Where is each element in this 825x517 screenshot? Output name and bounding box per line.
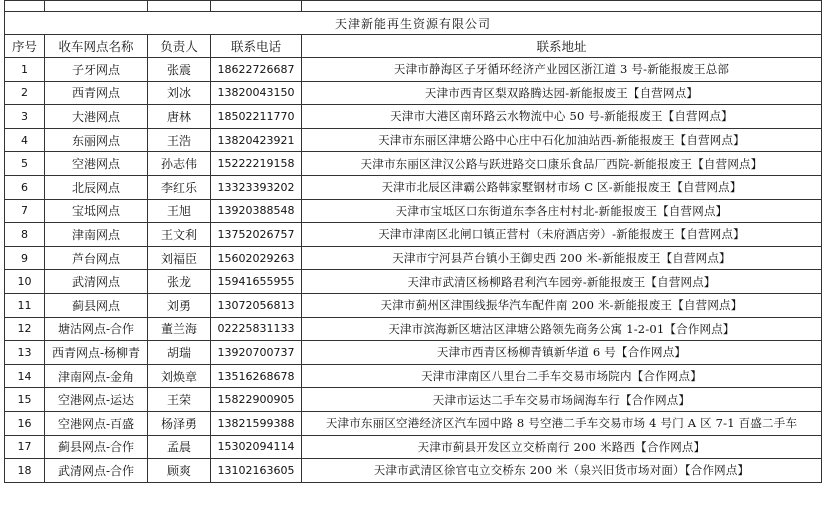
station-name: 塘沽网点-合作: [45, 317, 148, 341]
station-name: 芦台网点: [45, 246, 148, 270]
table-row: [5, 411, 822, 435]
row-number: 15: [5, 388, 45, 412]
row-number: 7: [5, 199, 45, 223]
table-row: [5, 105, 822, 129]
row-number: 9: [5, 246, 45, 270]
row-number: 2: [5, 81, 45, 105]
row-number: 6: [5, 175, 45, 199]
row-number: 17: [5, 435, 45, 459]
table-row: [5, 364, 822, 388]
header-address: 联系地址: [302, 35, 822, 58]
strip-cell: [5, 1, 45, 12]
contact-address: 天津市蓟州区津围线振华汽车配件南 200 米-新能报废王【自营网点】: [302, 293, 822, 317]
contact-address: 天津市运达二手车交易市场阔海车行【合作网点】: [302, 388, 822, 412]
row-number: 14: [5, 364, 45, 388]
top-strip-row: [5, 1, 822, 12]
station-name: 蓟县网点: [45, 293, 148, 317]
contact-address: 天津市武清区杨柳路君利汽车园旁-新能报废王【自营网点】: [302, 270, 822, 294]
contact-phone: 13516268678: [211, 364, 302, 388]
row-number: 13: [5, 341, 45, 365]
station-name: 武清网点: [45, 270, 148, 294]
station-name: 津南网点: [45, 223, 148, 247]
contact-address: 天津市宝坻区口东街道东李各庄村村北-新能报废王【自营网点】: [302, 199, 822, 223]
contact-person: 胡瑞: [148, 341, 211, 365]
station-table-sheet: [4, 0, 821, 483]
contact-address: 天津市东丽区津汉公路与跃进路交口康乐食品厂西院-新能报废王【自营网点】: [302, 152, 822, 176]
row-number: 5: [5, 152, 45, 176]
contact-person: 孙志伟: [148, 152, 211, 176]
contact-phone: 13920700737: [211, 341, 302, 365]
contact-phone: 13752026757: [211, 223, 302, 247]
contact-person: 王荣: [148, 388, 211, 412]
station-name: 空港网点-百盛: [45, 411, 148, 435]
contact-phone: 13102163605: [211, 459, 302, 483]
contact-address: 天津市武清区徐官屯立交桥东 200 米（泉兴旧货市场对面）【合作网点】: [302, 459, 822, 483]
contact-phone: 15941655955: [211, 270, 302, 294]
contact-phone: 15822900905: [211, 388, 302, 412]
table-row: [5, 293, 822, 317]
contact-person: 刘冰: [148, 81, 211, 105]
contact-address: 天津市宁河县芦台镇小王御史西 200 米-新能报废王【自营网点】: [302, 246, 822, 270]
contact-address: 天津市蓟县开发区立交桥南行 200 米路西【合作网点】: [302, 435, 822, 459]
header-person: 负责人: [148, 35, 211, 58]
contact-address: 天津市静海区子牙循环经济产业园区浙江道 3 号-新能报废王总部: [302, 58, 822, 82]
table-row: [5, 175, 822, 199]
contact-phone: 15302094114: [211, 435, 302, 459]
row-number: 10: [5, 270, 45, 294]
contact-person: 杨泽勇: [148, 411, 211, 435]
row-number: 12: [5, 317, 45, 341]
contact-person: 董兰海: [148, 317, 211, 341]
header-no: 序号: [5, 35, 45, 58]
table-row: [5, 341, 822, 365]
contact-phone: 13323393202: [211, 175, 302, 199]
contact-address: 天津市北辰区津霸公路韩家墅钢材市场 C 区-新能报废王【自营网点】: [302, 175, 822, 199]
station-name: 蓟县网点-合作: [45, 435, 148, 459]
station-name: 东丽网点: [45, 128, 148, 152]
contact-phone: 13820423921: [211, 128, 302, 152]
strip-cell: [302, 1, 822, 12]
contact-address: 天津市津南区八里台二手车交易市场院内【合作网点】: [302, 364, 822, 388]
table-row: [5, 459, 822, 483]
contact-person: 王旭: [148, 199, 211, 223]
row-number: 3: [5, 105, 45, 129]
header-name: 收车网点名称: [45, 35, 148, 58]
table-row: [5, 58, 822, 82]
contact-phone: 13821599388: [211, 411, 302, 435]
contact-person: 刘焕章: [148, 364, 211, 388]
station-name: 西青网点-杨柳青: [45, 341, 148, 365]
contact-phone: 18502211770: [211, 105, 302, 129]
contact-person: 刘勇: [148, 293, 211, 317]
contact-person: 唐林: [148, 105, 211, 129]
contact-address: 天津市东丽区津塘公路中心庄中石化加油站西-新能报废王【自营网点】: [302, 128, 822, 152]
row-number: 1: [5, 58, 45, 82]
contact-phone: 13820043150: [211, 81, 302, 105]
table-row: [5, 152, 822, 176]
station-name: 空港网点: [45, 152, 148, 176]
header-phone: 联系电话: [211, 35, 302, 58]
contact-address: 天津市西青区梨双路腾达园-新能报废王【自营网点】: [302, 81, 822, 105]
table-row: [5, 270, 822, 294]
table-row: [5, 435, 822, 459]
contact-phone: 13920388548: [211, 199, 302, 223]
strip-cell: [45, 1, 148, 12]
station-table: [4, 0, 822, 483]
contact-address: 天津市西青区杨柳青镇新华道 6 号【合作网点】: [302, 341, 822, 365]
contact-address: 天津市津南区北闸口镇正营村（未府酒店旁）-新能报废王【自营网点】: [302, 223, 822, 247]
table-row: [5, 317, 822, 341]
row-number: 8: [5, 223, 45, 247]
row-number: 11: [5, 293, 45, 317]
table-row: [5, 81, 822, 105]
station-name: 大港网点: [45, 105, 148, 129]
contact-address: 天津市大港区南环路云水物流中心 50 号-新能报废王【自营网点】: [302, 105, 822, 129]
table-row: [5, 199, 822, 223]
contact-phone: 02225831133: [211, 317, 302, 341]
station-name: 子牙网点: [45, 58, 148, 82]
station-name: 津南网点-金角: [45, 364, 148, 388]
station-name: 武清网点-合作: [45, 459, 148, 483]
contact-phone: 15222219158: [211, 152, 302, 176]
contact-person: 张龙: [148, 270, 211, 294]
contact-person: 王文利: [148, 223, 211, 247]
station-name: 北辰网点: [45, 175, 148, 199]
contact-address: 天津市东丽区空港经济区汽车园中路 8 号空港二手车交易市场 4 号门 A 区 7-1 百盛二手车: [302, 411, 822, 435]
contact-person: 李红乐: [148, 175, 211, 199]
header-row: [5, 35, 822, 58]
row-number: 16: [5, 411, 45, 435]
contact-person: 张震: [148, 58, 211, 82]
table-row: [5, 246, 822, 270]
contact-phone: 13072056813: [211, 293, 302, 317]
station-name: 宝坻网点: [45, 199, 148, 223]
strip-cell: [148, 1, 211, 12]
row-number: 4: [5, 128, 45, 152]
contact-address: 天津市滨海新区塘沽区津塘公路领先商务公寓 1-2-01【合作网点】: [302, 317, 822, 341]
strip-cell: [211, 1, 302, 12]
company-title: 天津新能再生资源有限公司: [5, 12, 822, 35]
contact-person: 刘福臣: [148, 246, 211, 270]
table-row: [5, 223, 822, 247]
table-row: [5, 128, 822, 152]
contact-person: 孟晨: [148, 435, 211, 459]
station-name: 西青网点: [45, 81, 148, 105]
contact-person: 顾爽: [148, 459, 211, 483]
table-row: [5, 388, 822, 412]
title-row: [5, 12, 822, 35]
contact-person: 王浩: [148, 128, 211, 152]
contact-phone: 15602029263: [211, 246, 302, 270]
contact-phone: 18622726687: [211, 58, 302, 82]
station-name: 空港网点-运达: [45, 388, 148, 412]
row-number: 18: [5, 459, 45, 483]
